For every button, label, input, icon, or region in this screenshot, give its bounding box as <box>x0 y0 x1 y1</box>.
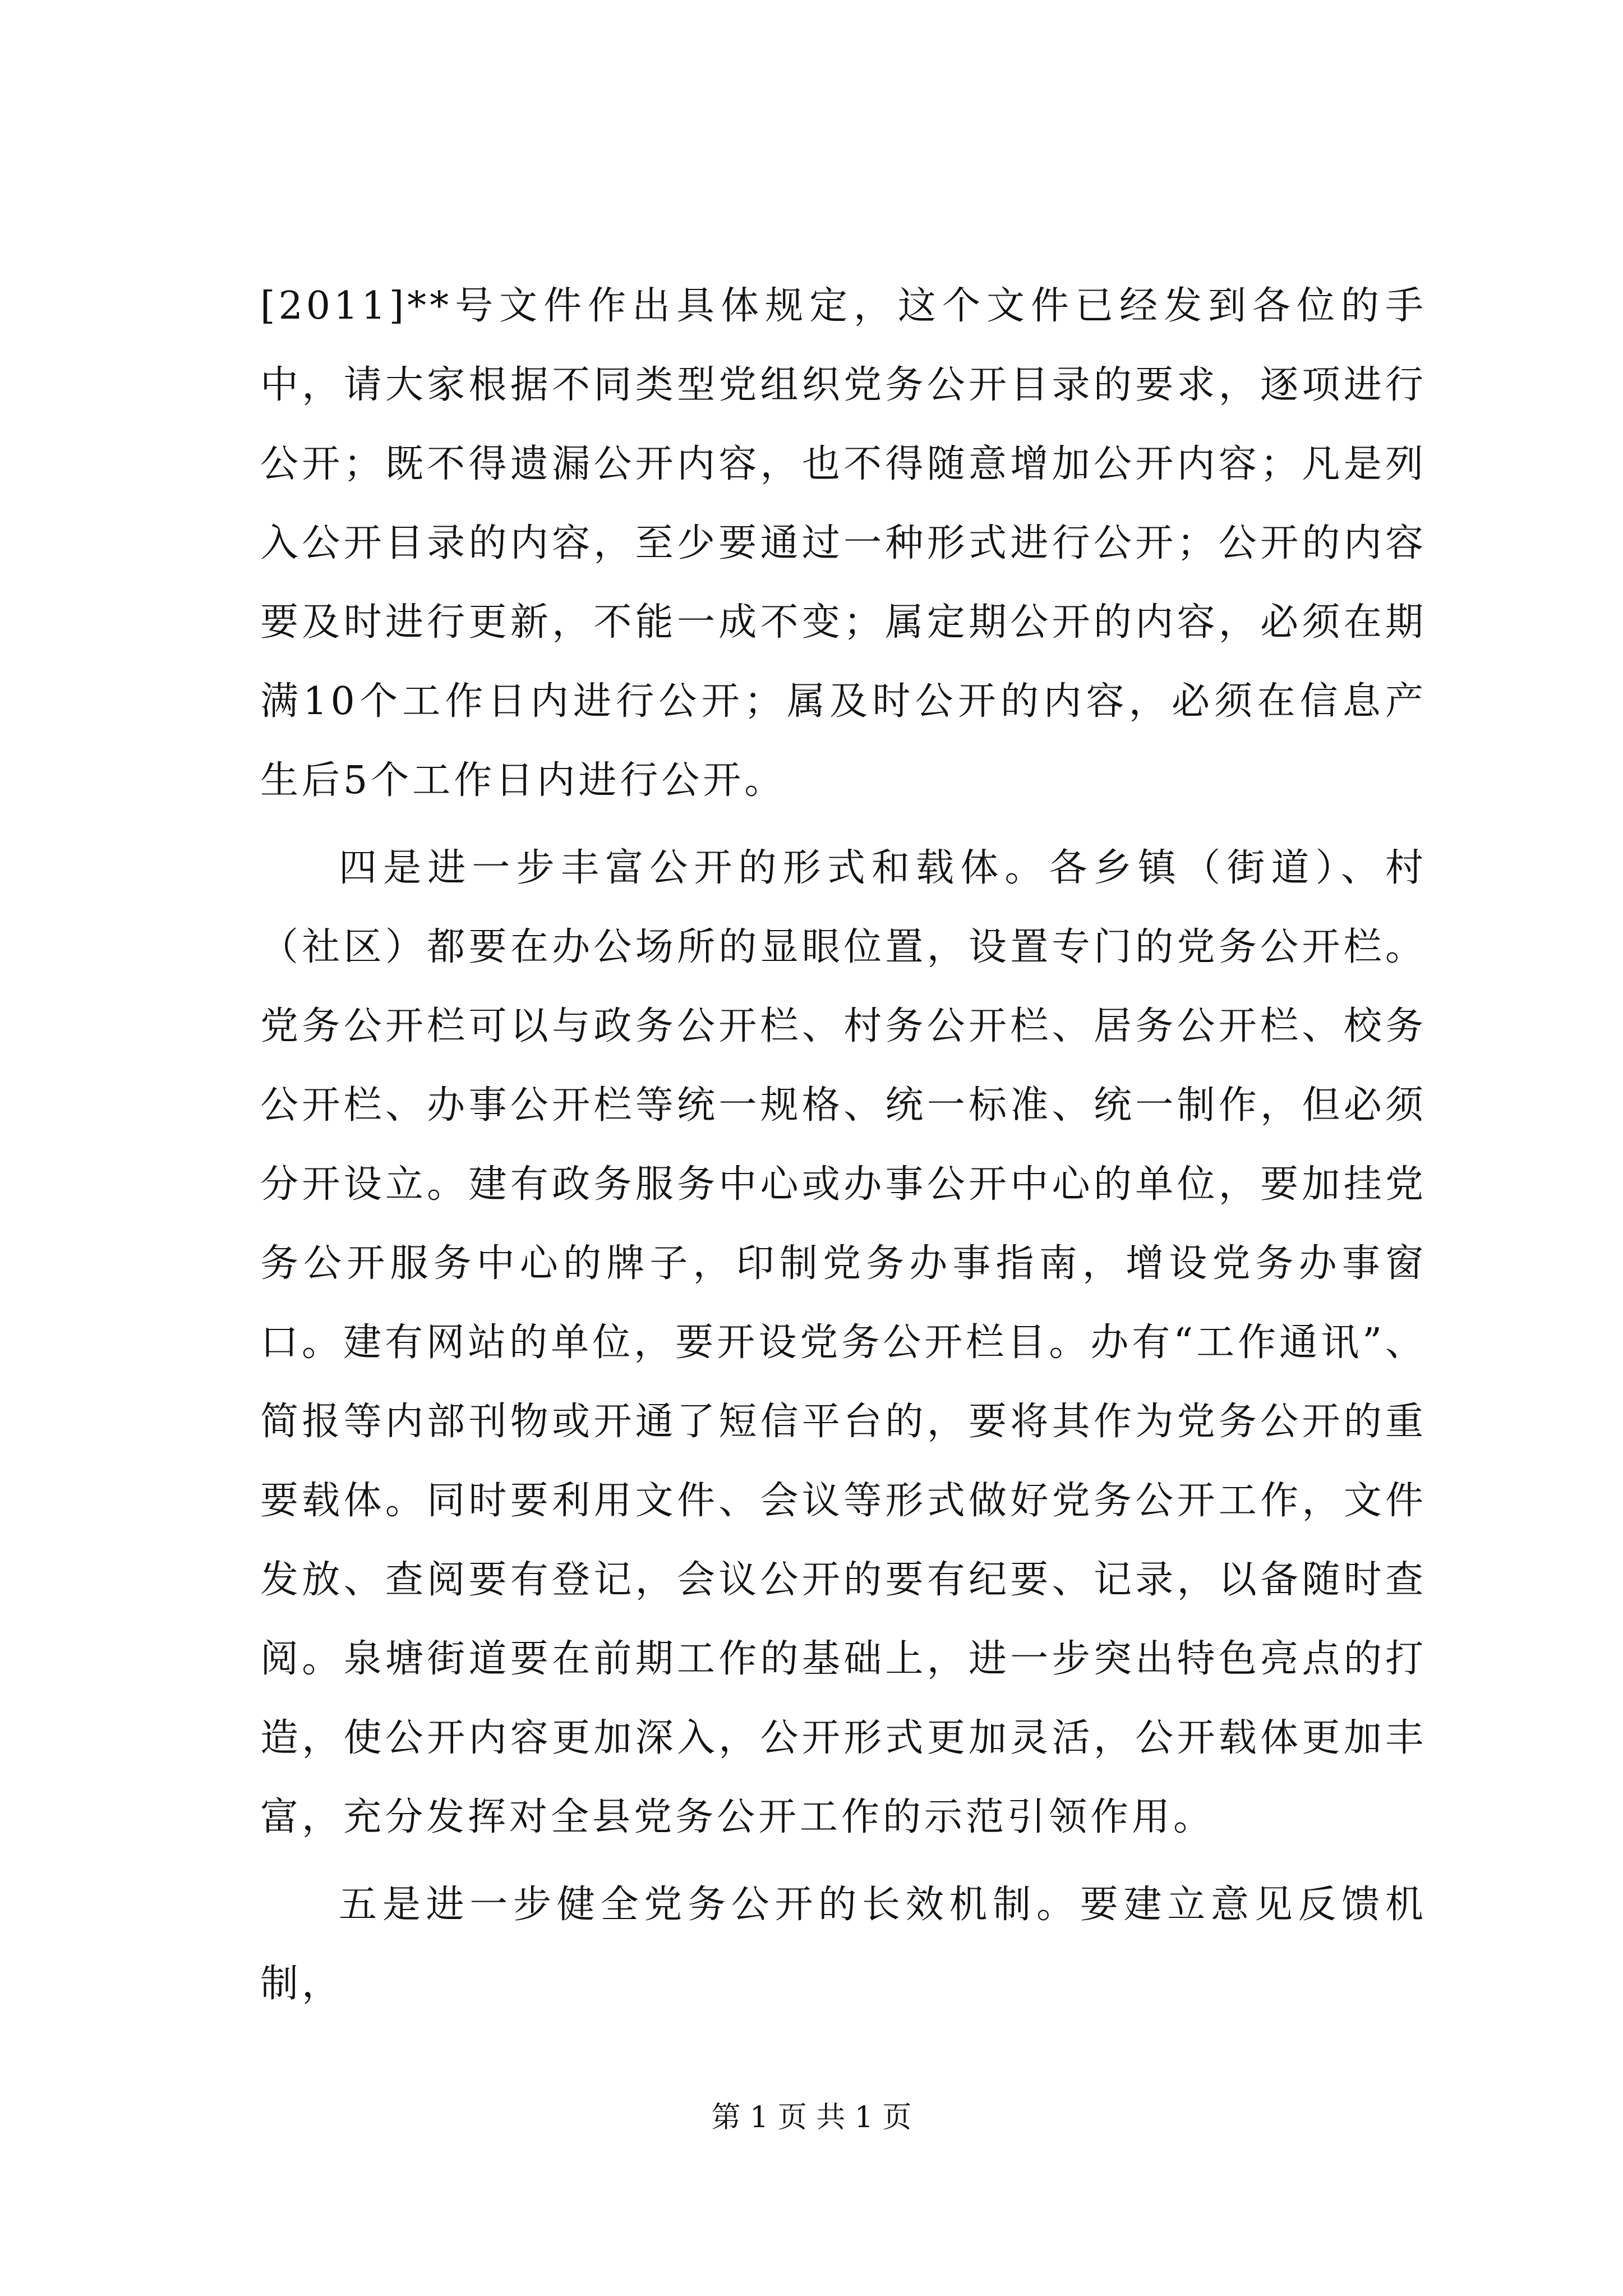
paragraph-point-five: 五是进一步健全党务公开的长效机制。要建立意见反馈机制， <box>260 1883 1427 2006</box>
page-number-footer: 第 1 页 共 1 页 <box>711 2101 912 2134</box>
document-body <box>260 266 1427 2023</box>
paragraph-continuation: [2011]**号文件作出具体规定，这个文件已经发到各位的手中，请大家根据不同类型党组织党务公开目录的要求，逐项进行公开；既不得遗漏公开内容，也不得随意增加公开内容；凡是列入公开目录的内容，至少要通过一种形式进行公开；公开的内容要及时进行更新，不能一成不变；属定期公开的内容，必须在期满10个工作日内进行公开；属及时公开的内容，必须在信息产生后5个工作日内进行公开。 <box>260 284 1427 803</box>
paragraph-point-four: 四是进一步丰富公开的形式和载体。各乡镇（街道）、村（社区）都要在办公场所的显眼位置，设置专门的党务公开栏。党务公开栏可以与政务公开栏、村务公开栏、居务公开栏、校务公开栏、办事公开栏等统一规格、统一标准、统一制作，但必须分开设立。建有政务服务中心或办事公开中心的单位，要加挂党务公开服务中心的牌子，印制党务办事指南，增设党务办事窗口。建有网站的单位，要开设党务公开栏目。办有“工作通讯”、简报等内部刊物或开通了短信平台的，要将其作为党务公开的重要载体。同时要利用文件、会议等形式做好党务公开工作，文件发放、查阅要有登记，会议公开的要有纪要、记录，以备随时查阅。泉塘街道要在前期工作的基础上，进一步突出特色亮点的打造，使公开内容更加深入，公开形式更加灵活，公开载体更加丰富，充分发挥对全县党务公开工作的示范引领作用。 <box>260 846 1427 1839</box>
